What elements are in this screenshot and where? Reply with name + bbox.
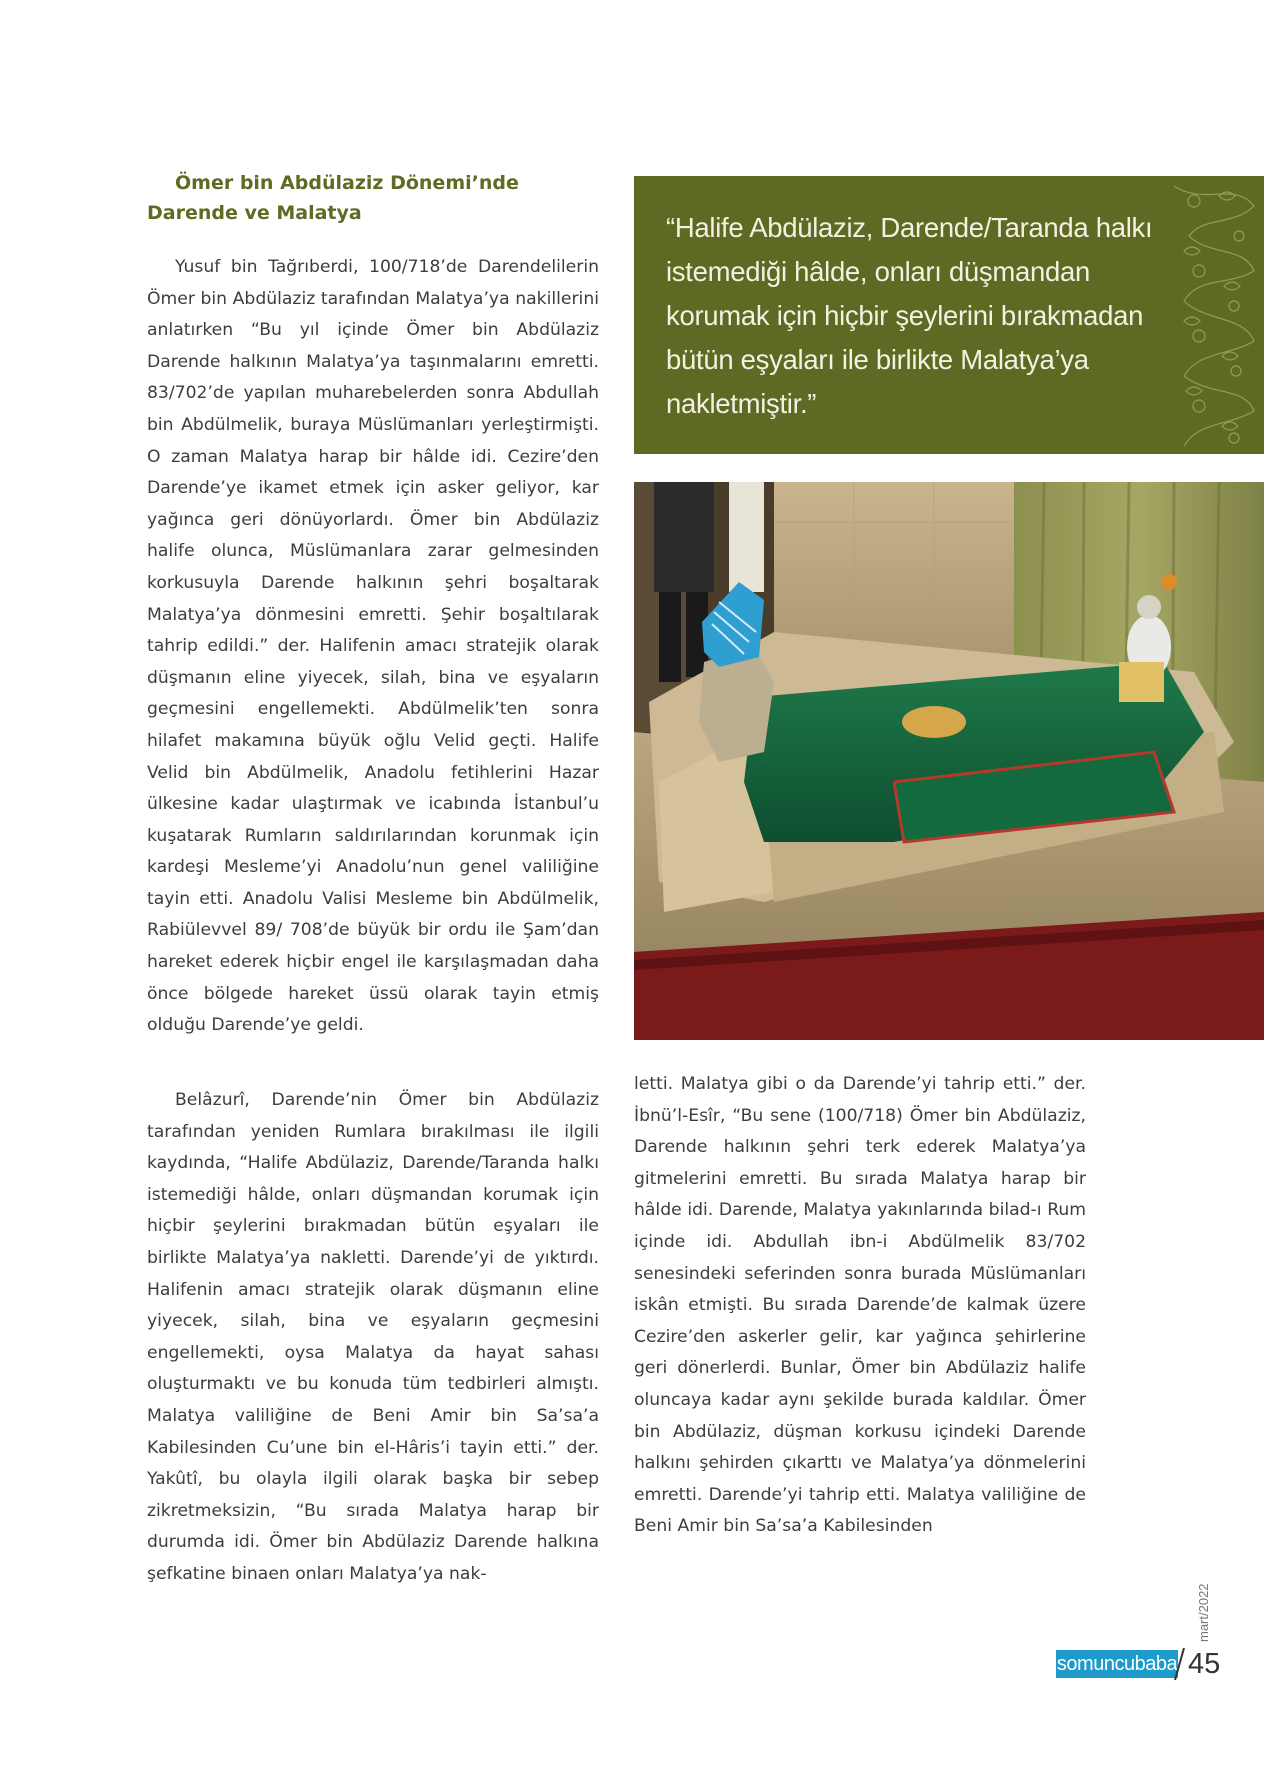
pull-quote-text: “Halife Abdülaziz, Darende/Taranda halkı istemediği hâlde, onları düşmandan korumak için hiçbir şeylerini bırakmadan bütün eşyaları ile birlikte Malatya’ya nakletmiştir.” [666,212,1153,419]
issue-date: mart/2022 [1196,1583,1211,1642]
paragraph: Belâzurî, Darende’nin Ömer bin Abdülaziz tarafından yeniden Rumlara bırakılması ile ilgili kaydında, “Halife Abdülaziz, Darende/Taranda halkı istemediği hâlde, onları düşmandan korumak için hiçbir şeylerini bırakmadan bütün eşyaları ile birlikte Malatya’ya nakletti. Darende’yi de yıktırdı. Halifenin amacı stratejik olarak düşmanın eline yiyecek, silah, bina ve eşyaların geçmesini engellemekti, oysa Malatya da hayat sahası oluşturmaktı ve bu konuda tüm tedbirleri almıştı. Malatya valiliğine de Beni Amir bin Sa’sa’a Kabilesinden Cu’une bin el-Hâris’i tayin etti.” der. Yakûtî, bu olayla ilgili olarak başka bir sebep zikretmeksizin, “Bu sırada Malatya harap bir durumda idi. Ömer bin Abdülaziz Darende halkına şefkatine binaen onları Malatya’ya nak- [147,1090,599,1584]
column-1-bottom [147,1085,599,1591]
paragraph: Yusuf bin Tağrıberdi, 100/718’de Darendelilerin Ömer bin Abdülaziz tarafından Malatya’ya nakillerini anlatırken “Bu yıl içinde Ömer bin Abdülaziz Darende halkının Malatya’ya taşınmalarını emretti. 83/702’de yapılan muharebelerden sonra Abdullah bin Abdülmelik, buraya Müslümanları yerleştirmişti. O zaman Malatya harap bir hâlde idi. Cezire’den Darende’ye ikamet etmek için asker geliyor, kar yağınca geri dönüyorlardı. Ömer bin Abdülaziz halife olunca, Müslümanlara zarar gelmesinden korkusuyla Darende halkının şehri boşaltarak Malatya’ya dönmesini emretti. Şehir boşaltılarak tahrip edildi.” der. Halifenin amacı stratejik olarak düşmanın eline yiyecek, silah, bina ve eşyaların geçmesini engellemekti. Abdülmelik’ten sonra hilafet makamına büyük oğlu Velid geçti. Halife Velid bin Abdülmelik, Anadolu fetihlerini Hazar ülkesine kadar ulaştırmak ve icabında İstanbul’u kuşatarak Rumların saldırılarından korunmak için kardeşi Mesleme’yi Anadolu’nun genel valiliğine tayin etti. Anadolu Valisi Mesleme bin Abdülmelik, Rabiülevvel 89/ 708’de büyük bir ordu ile Şam’dan hareket ederek hiçbir engel ile karşılaşmadan daha önce bölgede hareket üssü olarak tayin etmiş olduğu Darende’ye geldi. [147,257,599,1036]
floral-ornament-icon [1164,176,1264,454]
paragraph: letti. Malatya gibi o da Darende’yi tahrip etti.” der. İbnü’l-Esîr, “Bu sene (100/718) Ömer bin Abdülaziz, Darende halkının şehri terk ederek Malatya’ya gitmelerini emretti. Bu sırada Malatya harap bir hâlde idi. Darende, Malatya yakınlarında bilad-ı Rum içinde idi. Abdullah ibn-i Abdülmelik 83/702 senesindeki seferinden sonra burada Müslümanları iskân etmişti. Bu sırada Darende’de kalmak üzere Cezire’den askerler gelir, kar yağınca şehirlerine geri dönerlerdi. Bunlar, Ömer bin Abdülaziz halife oluncaya kadar aynı şekilde burada kaldılar. Ömer bin Abdülaziz, düşman korkusu içindeki Darende halkını şehirden çıkarttı ve Malatya’ya dönmelerini emretti. Darende’yi tahrip etti. Malatya valiliğine de Beni Amir bin Sa’sa’a Kabilesinden [634,1074,1086,1537]
column-1-top [147,252,599,1042]
page-number: 45 [1188,1648,1221,1680]
tomb-photo [634,482,1264,1040]
magazine-brand: somuncubaba [1056,1650,1178,1678]
slash-divider-icon [1172,1646,1186,1682]
column-2 [634,1069,1086,1543]
article-heading: Ömer bin Abdülaziz Dönemi’nde Darende ve Malatya [147,172,519,224]
pull-quote-box [634,176,1264,454]
